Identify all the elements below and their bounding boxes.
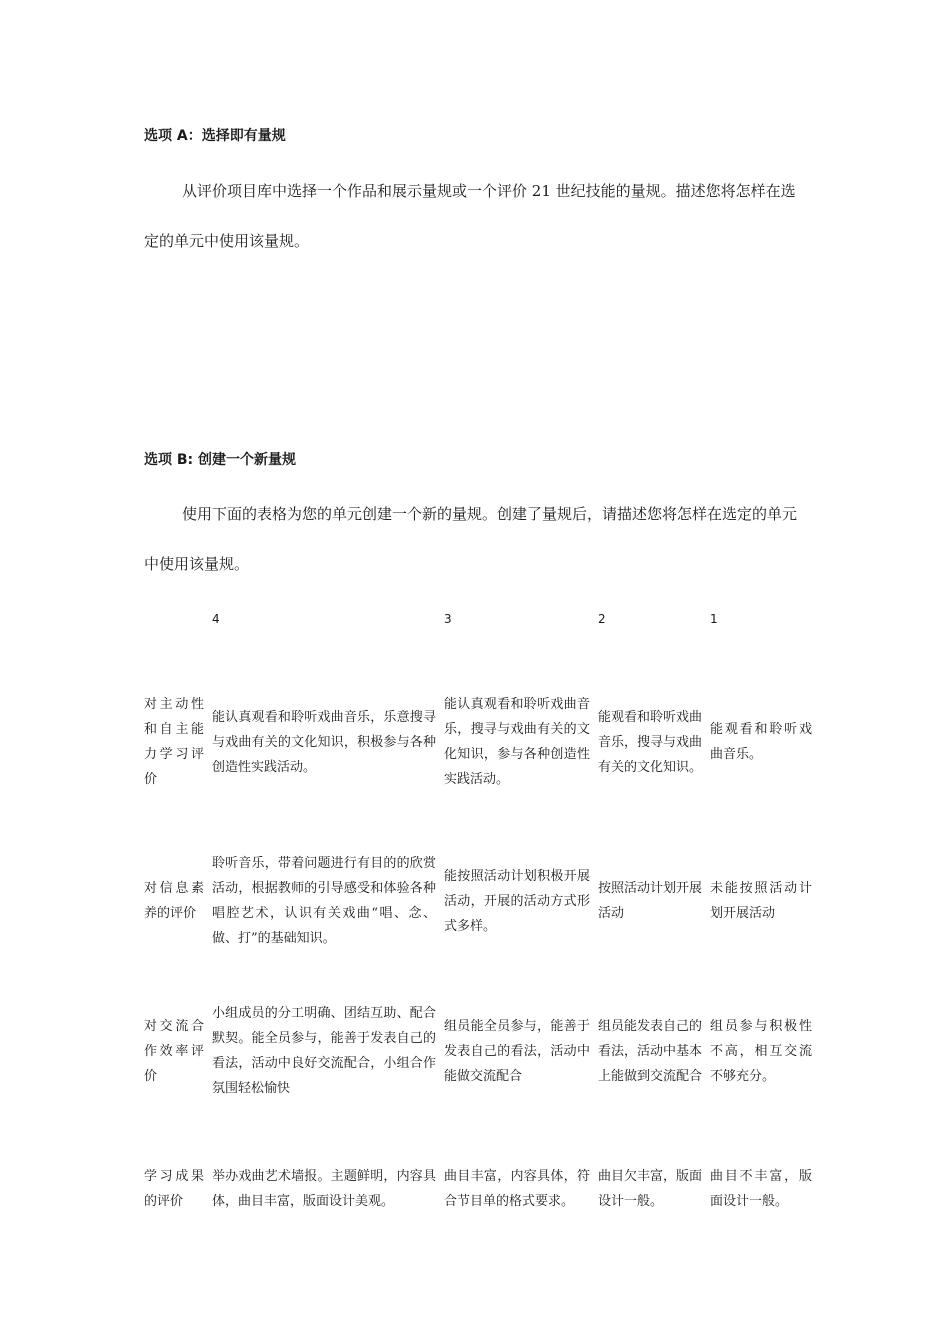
rubric-cell: 按照活动计划开展活动 xyxy=(598,881,703,921)
rubric-cell: 曲目不丰富，版面设计一般。 xyxy=(710,1169,812,1209)
rubric-cell: 曲目欠丰富，版面设计一般。 xyxy=(598,1169,703,1209)
rubric-table xyxy=(140,600,816,1232)
spacer-cell xyxy=(140,806,816,846)
option-a-paragraph: 从评价项目库中选择一个作品和展示量规或一个评价 21 世纪技能的量规。描述您将怎样在选定的单元中使用该量规。 xyxy=(144,182,796,250)
rubric-header-cell: 2 xyxy=(598,612,606,626)
option-b-paragraph: 使用下面的表格为您的单元创建一个新的量规。创建了量规后，请描述您将怎样在选定的单元中使用该量规。 xyxy=(144,505,798,573)
rubric-cell: 未能按照活动计划开展活动 xyxy=(710,881,812,921)
rubric-cell: 组员能发表自己的看法，活动中基本上能做到交流配合 xyxy=(598,1018,703,1084)
rubric-header-cell: 4 xyxy=(212,612,220,626)
rubric-criterion: 学习成果的评价 xyxy=(144,1169,204,1209)
rubric-cell: 能观看和聆听戏曲音乐。 xyxy=(710,722,812,762)
rubric-spacer-row xyxy=(140,638,816,678)
rubric-cell: 能按照活动计划积极开展活动，开展的活动方式形式多样。 xyxy=(444,868,590,934)
rubric-header-row xyxy=(140,600,816,638)
spacer-cell xyxy=(140,1106,816,1146)
rubric-spacer-row xyxy=(140,806,816,846)
rubric-criterion: 对主动性和自主能力学习评价 xyxy=(144,697,204,787)
rubric-row xyxy=(140,846,816,956)
rubric-criterion: 对信息素养的评价 xyxy=(144,881,204,921)
rubric-cell: 曲目丰富，内容具体，符合节目单的格式要求。 xyxy=(444,1169,590,1209)
rubric-row xyxy=(140,996,816,1106)
rubric-cell: 能认真观看和聆听戏曲音乐，乐意搜寻与戏曲有关的文化知识，积极参与各种创造性实践活动。 xyxy=(212,709,436,775)
rubric-cell: 能认真观看和聆听戏曲音乐，搜寻与戏曲有关的文化知识，参与各种创造性实践活动。 xyxy=(444,697,590,787)
option-a-heading: 选项 A：选择即有量规 xyxy=(144,128,286,144)
rubric-cell: 组员能全员参与，能善于发表自己的看法，活动中能做交流配合 xyxy=(444,1018,590,1084)
spacer-cell xyxy=(140,638,816,678)
rubric-cell: 举办戏曲艺术墙报。主题鲜明，内容具体，曲目丰富，版面设计美观。 xyxy=(212,1169,436,1209)
rubric-header-cell: 3 xyxy=(444,612,452,626)
rubric-row xyxy=(140,678,816,806)
spacer-cell xyxy=(140,956,816,996)
rubric-criterion: 对交流合作效率评价 xyxy=(144,1018,204,1084)
rubric-cell: 组员参与积极性不高，相互交流不够充分。 xyxy=(710,1018,812,1084)
rubric-header-cell xyxy=(140,600,208,638)
rubric-cell: 能观看和聆听戏曲音乐，搜寻与戏曲有关的文化知识。 xyxy=(598,709,703,775)
rubric-spacer-row xyxy=(140,956,816,996)
rubric-cell: 聆听音乐，带着问题进行有目的的欣赏活动，根据教师的引导感受和体验各种唱腔艺术，认识有关戏曲“唱、念、做、打”的基础知识。 xyxy=(212,856,436,946)
rubric-row xyxy=(140,1146,816,1232)
rubric-header-cell: 1 xyxy=(710,612,718,626)
rubric-spacer-row xyxy=(140,1106,816,1146)
option-b-heading: 选项 B: 创建一个新量规 xyxy=(144,452,297,468)
rubric-cell: 小组成员的分工明确、团结互助、配合默契。能全员参与，能善于发表自己的看法，活动中良好交流配合，小组合作氛围轻松愉快 xyxy=(212,1006,436,1096)
